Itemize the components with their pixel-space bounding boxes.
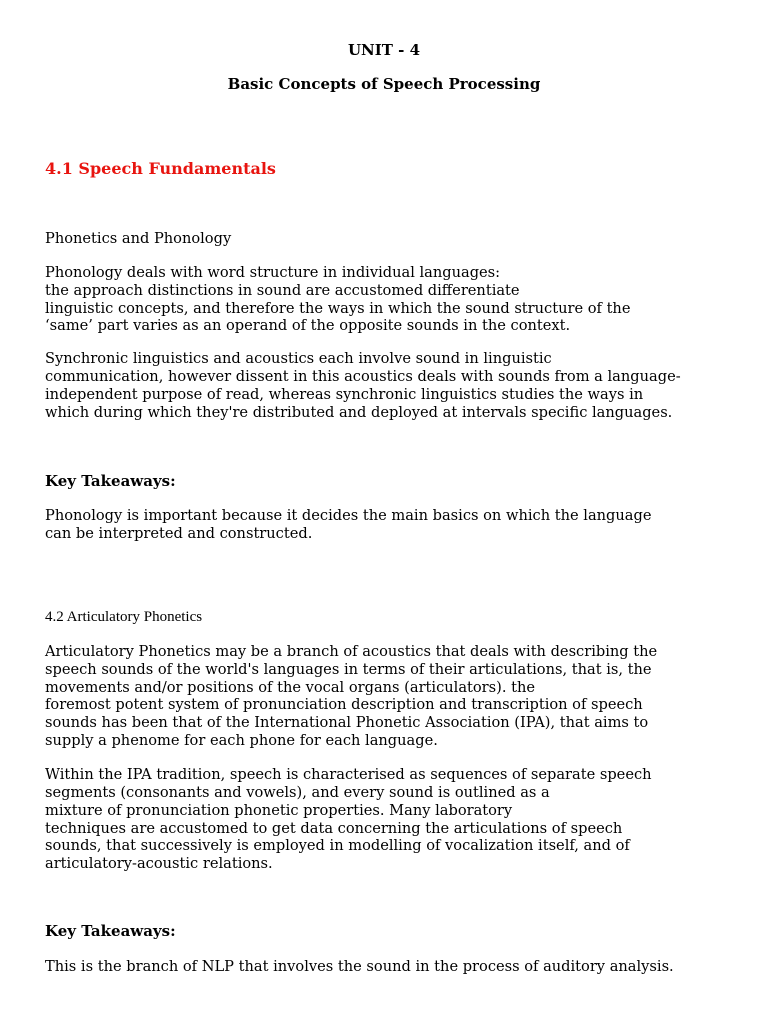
text-line: This is the branch of NLP that involves the sound in the process of auditory analysis. (45, 958, 674, 975)
text-line: independent purpose of read, whereas synchronic linguistics studies the ways in (45, 386, 644, 403)
text-line: Articulatory Phonetics may be a branch of acoustics that deals with describing the (45, 643, 658, 660)
text-line: communication, however dissent in this acoustics deals with sounds from a language- (45, 368, 681, 385)
text-line: can be interpreted and constructed. (45, 525, 313, 542)
text-line: Phonology deals with word structure in individual languages: (45, 264, 501, 281)
text-line: foremost potent system of pronunciation description and transcription of speech (45, 696, 643, 713)
text-line: linguistic concepts, and therefore the ways in which the sound structure of the (45, 300, 631, 317)
text-line: supply a phenome for each phone for each language. (45, 732, 438, 749)
text-line: the approach distinctions in sound are accustomed differentiate (45, 282, 520, 299)
text-line: mixture of pronunciation phonetic properties. Many laboratory (45, 802, 513, 819)
text-line: movements and/or positions of the vocal organs (articulators). the (45, 679, 536, 696)
key-takeaways-heading: Key Takeaways: (45, 922, 176, 940)
text-line: Phonology is important because it decides the main basics on which the language (45, 507, 652, 524)
key-takeaways-heading: Key Takeaways: (45, 472, 176, 490)
text-line: Synchronic linguistics and acoustics each involve sound in linguistic (45, 350, 552, 367)
text-line: sounds, that successively is employed in modelling of vocalization itself, and of (45, 837, 630, 854)
text-line: techniques are accustomed to get data concerning the articulations of speech (45, 820, 623, 837)
text-line: speech sounds of the world's languages in terms of their articulations, that is, the (45, 661, 652, 678)
subheading-phonetics-phonology: Phonetics and Phonology (45, 230, 232, 247)
section-heading-4-2: 4.2 Articulatory Phonetics (45, 609, 203, 625)
text-line: sounds has been that of the International Phonetic Association (IPA), that aims to (45, 714, 649, 731)
unit-title: UNIT - 4 (347, 41, 421, 59)
text-line: articulatory-acoustic relations. (45, 855, 273, 872)
text-line: Within the IPA tradition, speech is characterised as sequences of separate speech (45, 766, 652, 783)
text-line: segments (consonants and vowels), and every sound is outlined as a (45, 784, 550, 801)
text-line: which during which they're distributed and deployed at intervals specific languages. (45, 404, 673, 421)
page-title: Basic Concepts of Speech Processing (227, 75, 541, 93)
section-heading-4-1: 4.1 Speech Fundamentals (45, 159, 276, 178)
text-line: ‘same’ part varies as an operand of the opposite sounds in the context. (45, 317, 571, 334)
